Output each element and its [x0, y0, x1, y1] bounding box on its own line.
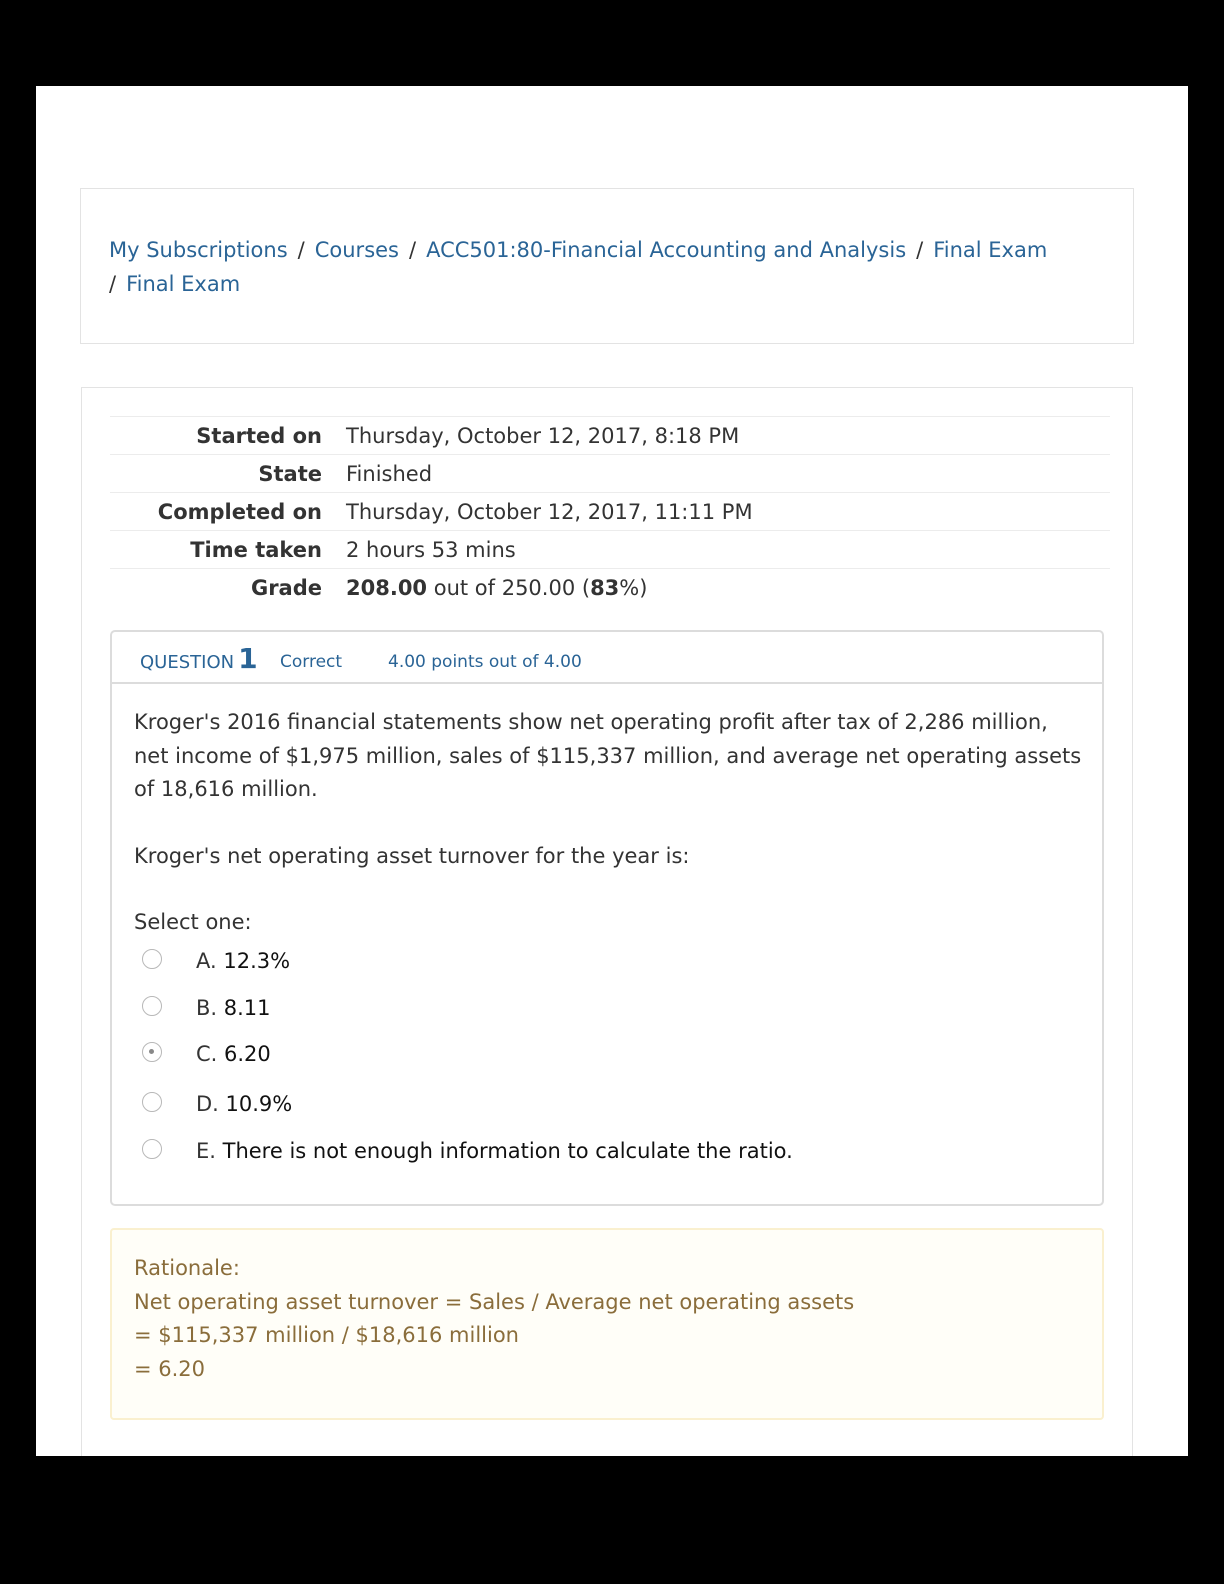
question-text: Kroger's 2016 financial statements show net operating profit after tax of 2,286 million, net income of $1,975 million, sales of $115,337 million, and average net operating assets of 18,616 million.	[134, 710, 1082, 801]
radio-button[interactable]	[142, 1092, 162, 1112]
option-letter: D.	[196, 1092, 226, 1116]
summary-value: Thursday, October 12, 2017, 8:18 PM	[346, 417, 1110, 455]
option-text: 12.3%	[223, 949, 291, 973]
rationale-text	[134, 1252, 854, 1386]
select-one-label: Select one:	[134, 910, 252, 934]
grade-value	[346, 569, 1110, 607]
summary-label: Started on	[110, 417, 346, 455]
breadcrumb-separator: /	[109, 272, 117, 296]
rationale-feedback	[110, 1228, 1104, 1420]
breadcrumb	[109, 233, 1119, 301]
rationale-line: Net operating asset turnover = Sales / Average net operating assets	[134, 1289, 855, 1314]
option-text: 8.11	[223, 996, 271, 1020]
question-header	[112, 630, 1102, 684]
grade-out-of: out of 250.00 (	[427, 575, 591, 600]
option-text: There is not enough information to calculate the ratio.	[222, 1139, 793, 1163]
option-label	[196, 1039, 271, 1069]
summary-label: Completed on	[110, 493, 346, 531]
breadcrumb-final-exam[interactable]: Final Exam	[126, 272, 241, 296]
summary-row-grade	[110, 569, 1110, 607]
breadcrumb-card	[80, 188, 1134, 344]
radio-button[interactable]	[142, 1139, 162, 1159]
page	[36, 86, 1188, 1456]
option-letter: B.	[196, 996, 224, 1020]
quiz-review-card	[81, 387, 1133, 1456]
question-number: 1	[238, 642, 258, 675]
question-label	[140, 642, 258, 675]
attempt-summary-table	[110, 416, 1110, 606]
breadcrumb-separator: /	[916, 238, 924, 262]
summary-label: State	[110, 455, 346, 493]
summary-value: Thursday, October 12, 2017, 11:11 PM	[346, 493, 1110, 531]
question-points: 4.00 points out of 4.00	[388, 652, 582, 672]
radio-button[interactable]	[142, 949, 162, 969]
question-card	[110, 630, 1104, 1206]
option-text: 6.20	[224, 1042, 271, 1066]
breadcrumb-courses[interactable]: Courses	[314, 238, 399, 262]
option-letter: C.	[196, 1042, 225, 1066]
option-label	[196, 946, 290, 976]
option-letter: E.	[196, 1139, 223, 1163]
summary-value: Finished	[346, 455, 1110, 493]
summary-value: 2 hours 53 mins	[346, 531, 1110, 569]
breadcrumb-separator: /	[409, 238, 417, 262]
option-label	[196, 1136, 793, 1166]
option-label	[196, 1089, 292, 1119]
question-body	[134, 706, 1084, 940]
radio-button[interactable]	[142, 996, 162, 1016]
summary-row-completed-on	[110, 493, 1110, 531]
rationale-line: = $115,337 million / $18,616 million	[134, 1323, 519, 1347]
grade-score: 208.00	[346, 575, 428, 600]
radio-button-selected[interactable]	[142, 1042, 162, 1062]
option-text: 10.9%	[225, 1092, 293, 1116]
grade-percent: 83	[590, 575, 620, 600]
summary-row-started-on	[110, 417, 1110, 455]
rationale-heading: Rationale:	[134, 1256, 240, 1280]
option-label	[196, 993, 271, 1023]
breadcrumb-course[interactable]: ACC501:80-Financial Accounting and Analysis	[426, 238, 907, 262]
option-letter: A.	[196, 949, 224, 973]
summary-label: Time taken	[110, 531, 346, 569]
question-state: Correct	[280, 652, 343, 672]
rationale-line: = 6.20	[134, 1356, 206, 1381]
question-label-text: QUESTION	[140, 652, 235, 673]
summary-row-time-taken	[110, 531, 1110, 569]
breadcrumb-separator: /	[297, 238, 305, 262]
breadcrumb-my-subscriptions[interactable]: My Subscriptions	[109, 238, 288, 262]
question-prompt: Kroger's net operating asset turnover for the year is:	[134, 843, 690, 868]
summary-row-state	[110, 455, 1110, 493]
grade-percent-suffix: %)	[619, 575, 648, 600]
summary-label: Grade	[110, 569, 346, 607]
breadcrumb-final-exam-section[interactable]: Final Exam	[933, 238, 1048, 262]
